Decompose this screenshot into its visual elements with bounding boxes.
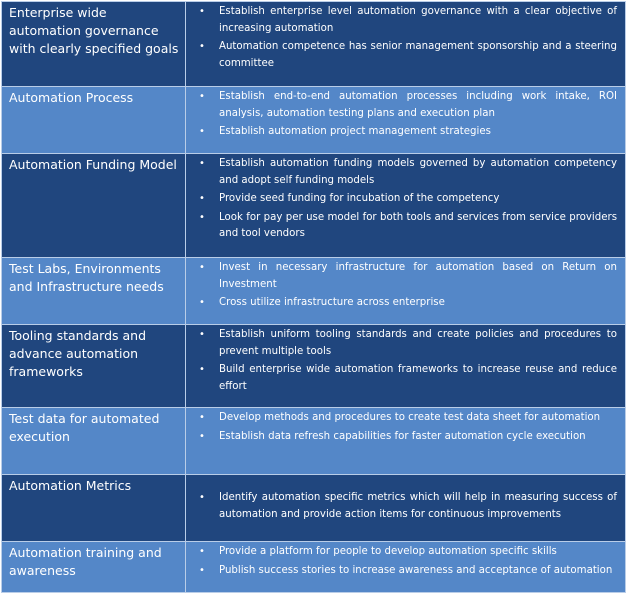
bullet-list [187, 476, 624, 523]
list-item-text: Automation competence has senior management sponsorship and a steering committee [219, 41, 617, 69]
list-item [187, 327, 617, 360]
row-label: Test Labs, Environments and Infrastructure needs [2, 258, 186, 325]
list-item [187, 210, 617, 243]
list-item [187, 156, 617, 189]
bullet-list [187, 409, 624, 445]
row-items-cell [186, 87, 626, 154]
list-item [187, 544, 617, 561]
row-items-cell [186, 2, 626, 87]
list-item [187, 4, 617, 37]
bullet-icon: • [199, 91, 205, 102]
row-label: Automation training and awareness [2, 542, 186, 593]
list-item-text: Invest in necessary infrastructure for automation based on Return on Investment [219, 262, 617, 290]
list-item [187, 490, 617, 523]
list-item-text: Establish enterprise level automation governance with a clear objective of increasing automation [219, 6, 617, 34]
bullet-list [187, 326, 624, 395]
list-item-text: Provide seed funding for incubation of the competency [219, 193, 500, 204]
list-item-text: Develop methods and procedures to create test data sheet for automation [219, 412, 601, 423]
list-item-text: Cross utilize infrastructure across enterprise [219, 297, 445, 308]
table-row [2, 2, 626, 87]
bullet-icon: • [199, 492, 205, 503]
row-items-cell [186, 542, 626, 593]
bullet-icon: • [199, 262, 205, 273]
bullet-icon: • [199, 430, 205, 442]
list-item-text: Identify automation specific metrics which will help in measuring success of automation and provide action items for continuous improvements [219, 492, 617, 520]
table-row [2, 87, 626, 154]
bullet-icon: • [199, 364, 205, 375]
list-item-text: Publish success stories to increase awareness and acceptance of automation [219, 564, 613, 576]
bullet-list [187, 543, 624, 579]
list-item [187, 89, 617, 122]
list-item [187, 260, 617, 293]
list-item [187, 410, 617, 427]
list-item [187, 563, 617, 580]
bullet-icon: • [199, 158, 205, 169]
row-items-cell [186, 154, 626, 258]
bullet-icon: • [199, 193, 205, 204]
row-items-cell [186, 408, 626, 475]
table-row [2, 542, 626, 593]
bullet-icon: • [199, 412, 205, 423]
list-item [187, 362, 617, 395]
list-item-text: Establish uniform tooling standards and create policies and procedures to prevent multiple tools [219, 329, 617, 357]
bullet-icon: • [199, 546, 205, 557]
row-items-cell [186, 325, 626, 408]
list-item [187, 429, 617, 446]
bullet-list [187, 259, 624, 312]
list-item-text: Provide a platform for people to develop automation specific skills [219, 546, 557, 557]
row-items-cell [186, 475, 626, 542]
bullet-icon: • [199, 564, 205, 576]
list-item-text: Establish automation funding models governed by automation competency and adopt self funding models [219, 158, 617, 186]
list-item-text: Look for pay per use model for both tools and services from service providers and tool vendors [219, 211, 617, 239]
table-row [2, 408, 626, 475]
list-item-text: Establish data refresh capabilities for faster automation cycle execution [219, 430, 586, 442]
list-item-text: Build enterprise wide automation frameworks to increase reuse and reduce effort [219, 364, 617, 392]
table-row [2, 475, 626, 542]
list-item-text: Establish automation project management strategies [219, 126, 491, 137]
table-row [2, 325, 626, 408]
bullet-icon: • [199, 6, 205, 17]
table-row [2, 258, 626, 325]
list-item [187, 295, 617, 312]
list-item [187, 191, 617, 208]
row-label: Automation Process [2, 87, 186, 154]
bullet-list [187, 88, 624, 141]
bullet-list [187, 155, 624, 243]
table-row [2, 154, 626, 258]
row-label: Test data for automated execution [2, 408, 186, 475]
automation-strategy-table [1, 1, 626, 593]
bullet-list [187, 3, 624, 72]
row-label: Tooling standards and advance automation frameworks [2, 325, 186, 408]
list-item-text: Establish end-to-end automation processes including work intake, ROI analysis, automation testing plans and execution plan [219, 91, 617, 119]
row-label: Automation Funding Model [2, 154, 186, 258]
list-item [187, 124, 617, 141]
row-items-cell [186, 258, 626, 325]
bullet-icon: • [199, 329, 205, 340]
bullet-icon: • [199, 126, 205, 137]
row-label: Enterprise wide automation governance with clearly specified goals [2, 2, 186, 87]
bullet-icon: • [199, 41, 205, 52]
row-label: Automation Metrics [2, 475, 186, 542]
bullet-icon: • [199, 297, 205, 308]
bullet-icon: • [199, 211, 205, 223]
list-item [187, 39, 617, 72]
